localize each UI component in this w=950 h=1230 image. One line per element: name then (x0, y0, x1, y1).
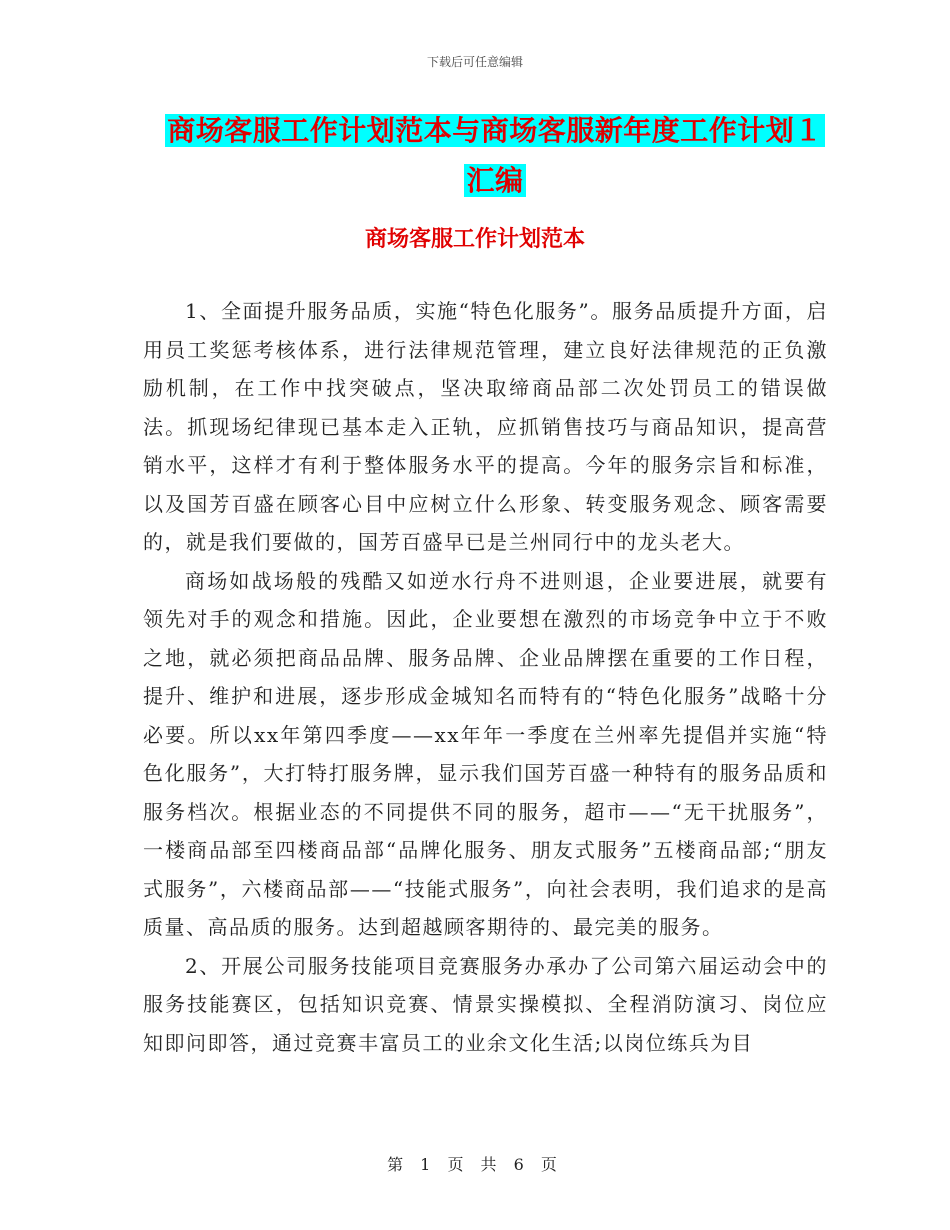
header-note: 下载后可任意编辑 (426, 55, 523, 69)
section-title: 商场客服工作计划范本 (364, 226, 585, 252)
title-line-2: 汇编 (466, 164, 524, 197)
paragraph-1: 1、全面提升服务品质，实施“特色化服务”。服务品质提升方面，启用员工奖惩考核体系，进行法律规范管理，建立良好法律规范的正负激励机制，在工作中找突破点，坚决取缔商品部二次处罚员工的错误做法。抓现场纪律现已基本走入正轨，应抓销售技巧与商品知识，提高营销水平，这样才有利于整体服务水平的提高。今年的服务宗旨和标准，以及国芳百盛在顾客心目中应树立什么形象、转变服务观念、顾客需要的，就是我们要做的，国芳百盛早已是兰州同行中的龙头老大。 (143, 299, 828, 554)
paragraph-3: 2、开展公司服务技能项目竞赛服务办承办了公司第六届运动会中的服务技能赛区，包括知识竞赛、情景实操模拟、全程消防演习、岗位应知即问即答，通过竞赛丰富员工的业余文化生活;以岗位练兵为目 (143, 953, 828, 1055)
paragraph-2: 商场如战场般的残酷又如逆水行舟不进则退，企业要进展，就要有领先对手的观念和措施。因此，企业要想在激烈的市场竞争中立于不败之地，就必须把商品品牌、服务品牌、企业品牌摆在重要的工作日程，提升、维护和进展，逐步形成金城知名而特有的“特色化服务”战略十分必要。所以xx年第四季度——xx年年一季度在兰州率先提倡并实施“特色化服务”，大打特打服务牌，显示我们国芳百盛一种特有的服务品质和服务档次。根据业态的不同提供不同的服务，超市——“无干扰服务”，一楼商品部至四楼商品部“品牌化服务、朋友式服务”五楼商品部;“朋友式服务”，六楼商品部——“技能式服务”，向社会表明，我们追求的是高质量、高品质的服务。达到超越顾客期待的、最完美的服务。 (143, 568, 828, 939)
document-body (143, 292, 828, 1062)
page-number: 第 1 页 共 6 页 (387, 1155, 563, 1174)
title-line-1: 商场客服工作计划范本与商场客服新年度工作计划１ (167, 114, 823, 147)
document-title (110, 106, 880, 206)
